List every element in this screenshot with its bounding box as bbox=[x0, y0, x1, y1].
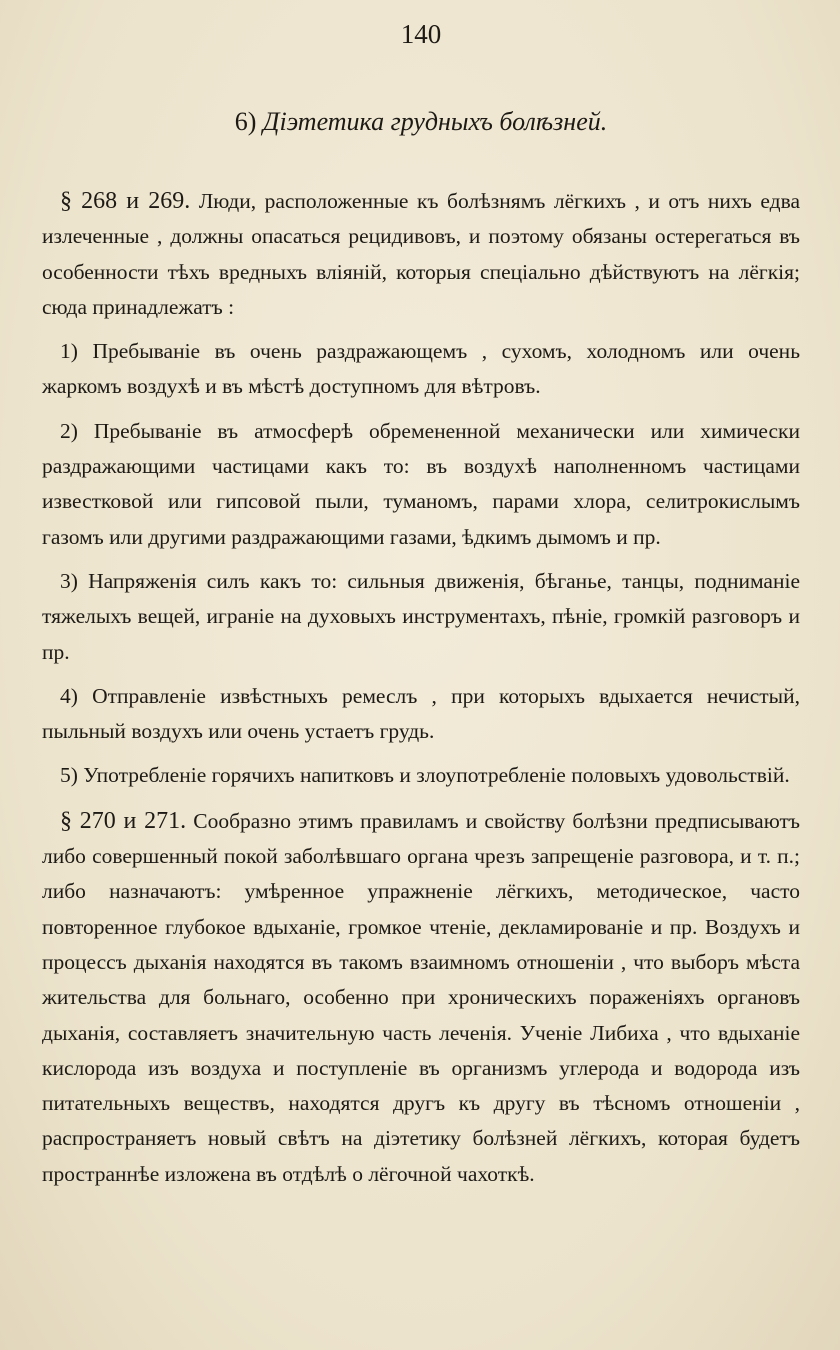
list-item-4 bbox=[42, 679, 800, 750]
section-number: 6) bbox=[234, 107, 257, 136]
list-item-2 bbox=[42, 414, 800, 555]
section-heading bbox=[42, 102, 800, 142]
paragraph-lead: § 270 и 271. bbox=[60, 807, 187, 834]
list-item-text: Употребленіе горячихъ напитковъ и злоупотребленіе половыхъ удовольствій. bbox=[77, 763, 790, 788]
paragraph-text: Люди, расположенные къ болѣзнямъ лёгкихъ , и отъ нихъ едва излеченные , должны опасаться рецидивовъ, и поэтому обязаны остерегаться въ особенности тѣхъ вредныхъ вліяній, которыя спеціально дѣйствуютъ на лёгкія; сюда принадлежатъ : bbox=[42, 189, 801, 319]
list-item-text: Пребываніе въ атмосферѣ обремененной механически или химически раздражающими частицами какъ то: въ воздухѣ наполненномъ частицами известковой или гипсовой пыли, туманомъ, парами хлора, селитрокислымъ газомъ или другими раздражающими газами, ѣдкимъ дымомъ и пр. bbox=[42, 418, 800, 549]
list-item-text: Пребываніе въ очень раздражающемъ , сухомъ, холодномъ или очень жаркомъ воздухѣ и въ мѣстѣ доступномъ для вѣтровъ. bbox=[42, 339, 800, 399]
paragraph-270-271 bbox=[42, 804, 800, 1192]
paragraph-lead: § 268 и 269. bbox=[60, 188, 191, 214]
section-title: Діэтетика грудныхъ болѣзней. bbox=[262, 107, 608, 136]
paragraph-268-269 bbox=[42, 184, 800, 325]
list-item-number: 5) bbox=[60, 763, 78, 788]
list-item-number: 1) bbox=[60, 339, 78, 364]
list-item-3 bbox=[42, 564, 800, 670]
page-number: 140 bbox=[400, 19, 442, 49]
list-item-text: Напряженія силъ какъ то: сильныя движенія, бѣганье, танцы, подниманіе тяжелыхъ вещей, играніе на духовыхъ инструментахъ, пѣніе, громкій разговоръ и пр. bbox=[42, 568, 800, 664]
list-item-number: 2) bbox=[60, 418, 78, 443]
list-item-number: 4) bbox=[60, 683, 78, 708]
page-body bbox=[42, 184, 800, 1192]
list-item-text: Отправленіе извѣстныхъ ремеслъ , при которыхъ вдыхается нечистый, пыльный воздухъ или очень устаетъ грудь. bbox=[42, 683, 800, 744]
list-item-number: 3) bbox=[60, 568, 78, 593]
list-item-1 bbox=[42, 334, 800, 405]
paragraph-text: Сообразно этимъ правиламъ и свойству болѣзни предписываютъ либо совершенный покой заболѣвшаго органа чрезъ запрещеніе разговора, и т. п.; либо назначаютъ: умѣренное упражненіе лёгкихъ, методическое, часто повторенное глубокое вдыханіе, громкое чтеніе, декламированіе и пр. Воздухъ и процессъ дыханія находятся въ такомъ взаимномъ отношеніи , что выборъ мѣста жительства для больнаго, особенно при хроническихъ пораженіяхъ органовъ дыханія, составляетъ значительную часть леченія. Ученіе Либиха , что вдыханіе кислорода изъ воздуха и поступленіе въ организмъ углерода и водорода изъ питательныхъ веществъ, находятся другъ къ другу въ тѣсномъ отношеніи , распространяетъ новый свѣтъ на діэтетику болѣзней лёгкихъ, которая будетъ пространнѣе изложена въ отдѣлѣ о лёгочной чахоткѣ. bbox=[42, 808, 801, 1186]
list-item-5 bbox=[42, 758, 800, 793]
